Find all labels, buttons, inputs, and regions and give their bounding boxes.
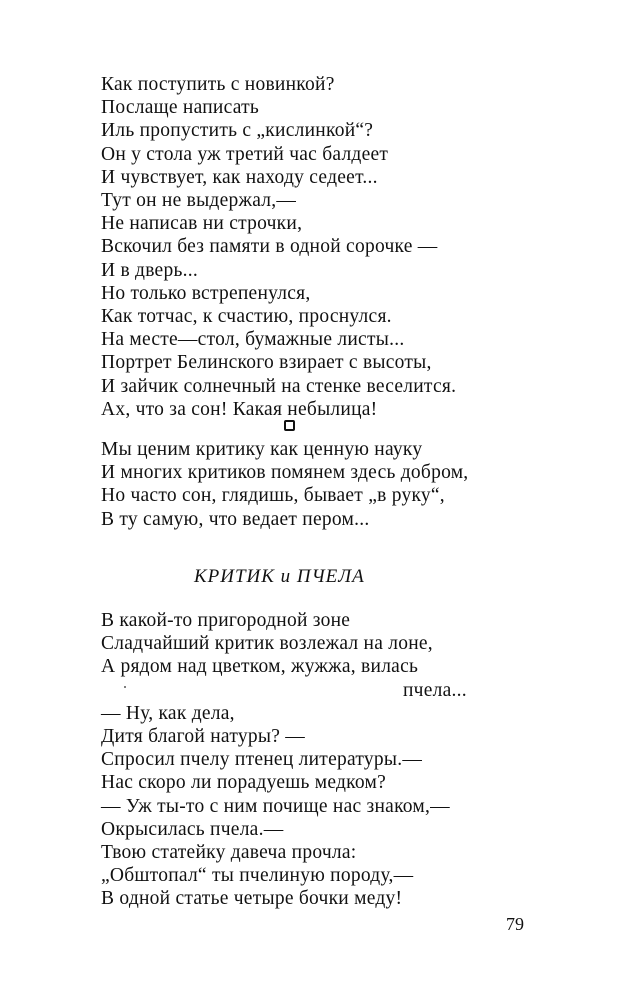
poem-line: Окрысилась пчела.— xyxy=(101,818,284,840)
section-separator-icon xyxy=(284,420,295,431)
poem-line: Послаще написать xyxy=(101,97,260,119)
poem-line: И зайчик солнечный на стенке веселится. xyxy=(101,375,457,397)
poem-line: — Уж ты-то с ним почище нас знаком,— xyxy=(101,795,450,817)
poem-line: Не написав ни строчки, xyxy=(101,213,303,235)
poem-line: Как поступить с новинкой? xyxy=(101,74,335,95)
poem-line: В какой-то пригородной зоне xyxy=(101,610,351,631)
poem-line: Но только встрепенулся, xyxy=(101,282,311,304)
poem-line: Ах, что за сон! Какая небылица! xyxy=(101,398,378,420)
poem-line: А рядом над цветком, жужжа, вилась xyxy=(101,656,419,678)
poem-line: Как тотчас, к счастию, проснулся. xyxy=(101,306,392,328)
poem-line: Нас скоро ли порадуешь медком? xyxy=(101,772,387,794)
poem-line: Твою статейку давеча прочла: xyxy=(101,842,357,864)
poem-line: Вскочил без памяти в одной сорочке — xyxy=(101,236,438,258)
moral-line: И многих критиков помянем здесь добром, xyxy=(101,462,469,484)
poem-line: Он у стола уж третий час балдеет xyxy=(101,143,389,165)
poem-line: — Ну, как дела, xyxy=(101,702,235,724)
poem-line: Иль пропустить с „кислинкой“? xyxy=(101,120,374,142)
moral-stanza xyxy=(101,438,541,531)
poem-stanza-1 xyxy=(101,73,541,421)
poem-line: В одной статье четыре бочки меду! xyxy=(101,888,403,910)
poem-line: И чувствует, как находу седеет... xyxy=(101,166,378,188)
moral-line: Но часто сон, глядишь, бывает „в руку“, xyxy=(101,485,445,507)
poem-line: Дитя благой натуры? — xyxy=(101,726,305,748)
poem-line: Портрет Белинского взирает с высоты, xyxy=(101,352,432,374)
print-speck xyxy=(124,686,126,688)
poem-title: КРИТИК и ПЧЕЛА xyxy=(194,566,365,587)
poem-line: Тут он не выдержал,— xyxy=(101,190,297,212)
page-number: 79 xyxy=(506,914,524,934)
poem-line: пчела... xyxy=(403,679,467,701)
poem-line: Спросил пчелу птенец литературы.— xyxy=(101,749,423,771)
poem-line: И в дверь... xyxy=(101,259,198,281)
poem-line: „Обштопал“ ты пчелиную породу,— xyxy=(101,865,414,887)
moral-line: Мы ценим критику как ценную науку xyxy=(101,439,423,460)
poem-line: На месте—стол, бумажные листы... xyxy=(101,329,405,351)
poem-line: Сладчайший критик возлежал на лоне, xyxy=(101,633,433,655)
poem-stanza-2 xyxy=(101,609,541,911)
moral-line: В ту самую, что ведает пером... xyxy=(101,508,370,530)
